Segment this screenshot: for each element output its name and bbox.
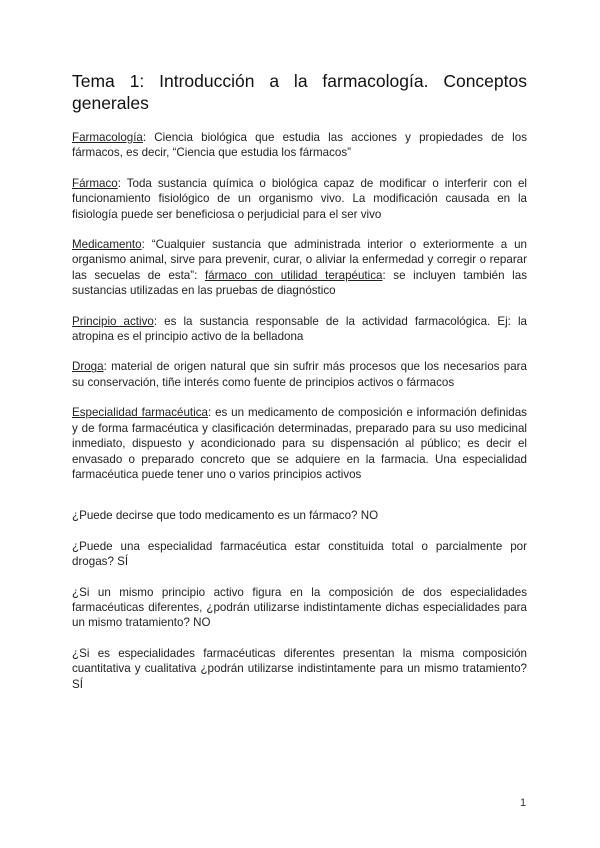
definition-term: Farmacología xyxy=(72,131,143,144)
definition-farmacologia xyxy=(72,130,527,161)
definition-farmaco xyxy=(72,176,527,222)
definition-term: Medicamento xyxy=(72,238,142,252)
questions-section xyxy=(72,508,527,692)
definition-underlined-phrase: fármaco con utilidad terapéutica xyxy=(204,268,383,282)
question-item: ¿Si un mismo principio activo figura en la composición de dos especialidades farmacéuticas diferentes, ¿podrán utilizarse indistintamente dichas especialidades para un mismo tratamiento? NO xyxy=(72,585,527,630)
definition-term: Principio activo xyxy=(72,314,154,328)
page-number: 1 xyxy=(520,797,527,809)
definition-text: : es un medicamento de composición e información definidas y de forma farmacéutica y clasificación determinadas, preparado para su uso medicinal inmediato, dispuesto y acondicionado para su dispensación al público; es decir el envasado o preparado concreto que se adquiere en la farmacia. Una especialidad farmacéutica puede tener uno o varios principios activos xyxy=(72,406,527,481)
definition-droga xyxy=(72,359,527,390)
question-item: ¿Puede una especialidad farmacéutica estar constituida total o parcialmente por drogas? SÍ xyxy=(72,539,527,569)
page-title: Tema 1: Introducción a la farmacología. Conceptos generales xyxy=(72,71,527,113)
definition-especialidad-farmaceutica xyxy=(72,405,527,482)
definition-medicamento xyxy=(72,237,527,299)
definition-term: Especialidad farmacéutica xyxy=(72,406,208,420)
definition-text: : Ciencia biológica que estudia las acciones y propiedades de los fármacos, es decir, “Ciencia que estudia los fármacos” xyxy=(72,131,527,160)
definition-text: : Toda sustancia química o biológica capaz de modificar o interferir con el funcionamiento fisiológico de un organismo vivo. La modificación causada en la fisiología puede ser beneficiosa o perjudicial para el ser vivo xyxy=(72,176,527,221)
definition-text: : material de origen natural que sin sufrir más procesos que los necesarios para su conservación, tiñe interés como fuente de principios activos o fármacos xyxy=(72,360,527,389)
definition-principio-activo xyxy=(72,314,527,345)
document-page xyxy=(72,70,527,707)
definition-text: : es la sustancia responsable de la actividad farmacológica. Ej: la atropina es el principio activo de la belladona xyxy=(72,314,527,344)
definition-term: Droga xyxy=(72,360,104,374)
definition-text-after: : se incluyen también las sustancias utilizadas en las pruebas de diagnóstico xyxy=(72,268,527,298)
definition-term: Fármaco xyxy=(72,176,118,190)
question-item: ¿Si es especialidades farmacéuticas diferentes presentan la misma composición cuantitativa y cualitativa ¿podrán utilizarse indistintamente para un mismo tratamiento? SÍ xyxy=(72,646,527,691)
definition-text: : “Cualquier sustancia que administrada interior o exteriormente a un organismo animal, sirve para prevenir, curar, o aliviar la enfermedad y corregir o reparar las secuelas de esta”: xyxy=(72,238,527,282)
question-item: ¿Puede decirse que todo medicamento es un fármaco? NO xyxy=(72,509,379,523)
